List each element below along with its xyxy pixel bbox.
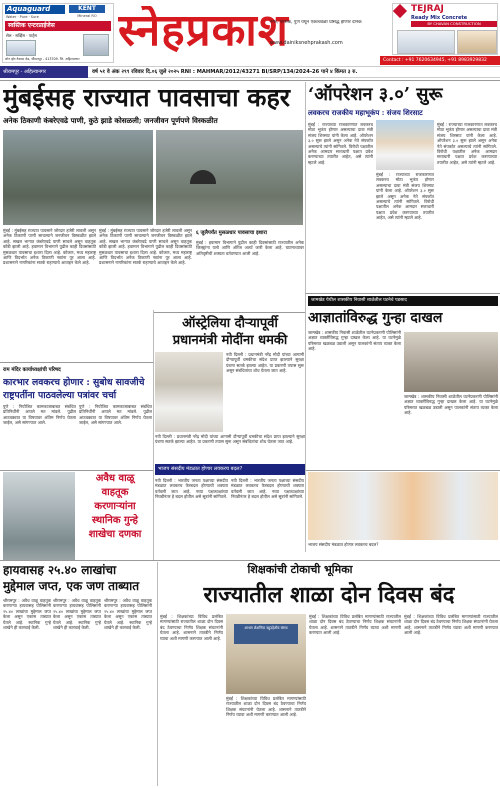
concrete-truck-image xyxy=(397,30,455,54)
website-link[interactable]: www.dainiksnehprakash.com xyxy=(270,40,343,46)
ram-mandir-kicker: राम मंदिर कार्याध्यक्षांची परिषद xyxy=(3,367,61,373)
jamkhed-body-right: जामखेड : शासकीय निवासी शाळेतील घटनेप्रकरणी पोलिसांनी अज्ञात व्यक्तींविरुद्ध गुन्हा दाखल केला आहे. या घटनेमुळे परिसरात खळबळ उडाली असून पालकांनी संताप व्यक्त केला आहे. xyxy=(404,394,498,416)
ram-mandir-body: पुणे : नियोजित कामकाजाबाबत संबंधित प्रतिनिधींनी आपले मत मांडले. पुढील आठवड्यात या विषयावर अंतिम निर्णय घेतला जाईल, असे सांगण्यात आले. xyxy=(3,404,76,426)
highway-body-3: श्रीरामपूर : अवैध वाळू वाहतूक करणाऱ्या हायवासह पोलिसांनी २५.४० लाखांचा मुद्देमाल जप्त केला असून एकास ताब्यात घेतले आहे. स्थानिक गुन्हे शाखेने ही कारवाई केली. xyxy=(104,598,152,631)
ad-product-image xyxy=(83,34,109,56)
rain-photo-flooded-street xyxy=(3,130,153,225)
weather-alert-kicker[interactable]: ६ जुलैपर्यंत मुसळधार पावसाचा इशारा xyxy=(196,230,267,236)
schools-body-far-right: मुंबई : शिक्षकांच्या विविध प्रलंबित मागण्यांसाठी राज्यातील शाळा दोन दिवस बंद ठेवण्याचा निर्णय शिक्षक संघटनांनी घेतला आहे. शासनाने तातडीने निर्णय घ्यावा अशी मागणी करण्यात आली आहे. xyxy=(404,614,498,636)
ram-mandir-headline-2[interactable]: राष्ट्रपतींना पाठवलेल्या पत्रांवर चर्चा xyxy=(3,390,117,401)
tejraj-company: BY CHAVAN CONSTRUCTION xyxy=(411,21,497,27)
divider xyxy=(154,312,305,313)
ad-shop-name: स्वस्तिक एन्टरप्राईजेस xyxy=(5,21,111,31)
lead-body-continued: मुंबई : मुंबईसह राज्यात पावसाने जोरदार हजेरी लावली असून अनेक ठिकाणी पाणी साचल्याने जनजीवन विस्कळीत झाले आहे. सखल भागात कंबरेएवढे पाणी साचले असून वाहतूक कोंडी झाली आहे. हवामान विभागाने पुढील काही दिवसांसाठी मुसळधार पावसाचा इशारा दिला आहे. कोकण, मध्य महाराष्ट्र आणि विदर्भात अनेक ठिकाणी नद्यांना पूर आला आहे. प्रशासनाने नागरिकांना सतर्क राहण्याचे आवाहन केले आहे. xyxy=(99,228,192,266)
operation-body-right: मुंबई : राज्याच्या राजकारणात लवकरच मोठा भूकंप होणार असल्याचा दावा मंत्री संजय शिरसाट यांनी केला आहे. ऑपरेशन ३.० सुरू झाले असून अनेक नेते संपर्कात असल्याचे त्यांनी सांगितले. विरोधी पक्षातील अनेक आमदार सत्ताधारी पक्षात प्रवेश करण्याच्या तयारीत आहेत, असे त्यांनी म्हटले आहे. xyxy=(437,122,497,165)
school-signboard: आश्रम शैक्षणिक बहुउद्देशीय संस्था xyxy=(234,624,298,644)
divider xyxy=(306,470,500,471)
schools-body-mid: मुंबई : शिक्षकांच्या विविध प्रलंबित मागण्यांसाठी राज्यातील शाळा दोन दिवस बंद ठेवण्याचा निर्णय शिक्षक संघटनांनी घेतला आहे. शासनाने तातडीने निर्णय घ्यावा अशी मागणी करण्यात आली आहे. xyxy=(226,696,306,718)
jamkhed-headline[interactable]: आज्ञातांविरुद्ध गुन्हा दाखल xyxy=(308,310,443,326)
tejraj-logo xyxy=(393,4,407,18)
sand-headline-4[interactable]: स्थानिक गुन्हे xyxy=(92,515,138,526)
highway-body-2: श्रीरामपूर : अवैध वाळू वाहतूक करणाऱ्या हायवासह पोलिसांनी २५.४० लाखांचा मुद्देमाल जप्त केला असून एकास ताब्यात घेतले आहे. स्थानिक गुन्हे शाखेने ही कारवाई केली. xyxy=(53,598,101,631)
masthead-tagline: नगर, नाशिक, पुणे येथून एकाचवेळी प्रसिद्ध होणारे दैनिक xyxy=(270,20,362,25)
left-ad[interactable] xyxy=(2,3,114,63)
ad-product-image xyxy=(6,40,36,56)
sand-seizure-photo xyxy=(3,472,75,560)
operation-body: मुंबई : राज्याच्या राजकारणात लवकरच मोठा भूकंप होणार असल्याचा दावा मंत्री संजय शिरसाट यांनी केला आहे. ऑपरेशन ३.० सुरू झाले असून अनेक नेते संपर्कात असल्याचे त्यांनी सांगितले. विरोधी पक्षातील अनेक आमदार सत्ताधारी पक्षात प्रवेश करण्याच्या तयारीत आहेत, असे त्यांनी म्हटले आहे. xyxy=(308,122,373,165)
highway-body: श्रीरामपूर : अवैध वाळू वाहतूक करणाऱ्या हायवासह पोलिसांनी २५.४० लाखांचा मुद्देमाल जप्त केला असून एकास ताब्यात घेतले आहे. स्थानिक गुन्हे शाखेने ही कारवाई केली. xyxy=(3,598,51,631)
sand-headline-3[interactable]: करणाऱ्यांना xyxy=(94,501,136,512)
divider xyxy=(0,362,153,363)
sand-headline-1[interactable]: अवैध वाळू xyxy=(95,473,135,484)
operation-subhead: लवकरच राजकीय महाभूकंप : संजय शिरसाट xyxy=(308,108,423,117)
schools-body-right: मुंबई : शिक्षकांच्या विविध प्रलंबित मागण्यांसाठी राज्यातील शाळा दोन दिवस बंद ठेवण्याचा निर्णय शिक्षक संघटनांनी घेतला आहे. शासनाने तातडीने निर्णय घ्यावा अशी मागणी करण्यात आली आहे. xyxy=(309,614,401,636)
accused-photo xyxy=(404,332,498,392)
highway-headline[interactable]: हायवासह २५.४० लाखांचा xyxy=(3,563,117,577)
aquaguard-logo: Aquaguard xyxy=(5,5,65,14)
bjp-kicker[interactable]: भाजप संसदीय मंडळात होणार लवकरच बदल? xyxy=(155,464,305,475)
sanjay-shirsat-photo xyxy=(376,120,434,170)
schools-kicker: शिक्षकांची टोकाची भूमिका xyxy=(247,563,353,576)
edition-label: श्रीरामपूर - अहिल्यानगर xyxy=(0,66,88,78)
divider xyxy=(306,293,500,294)
lead-headline[interactable]: मुंबईसह राज्यात पावसाचा कहर xyxy=(3,83,291,112)
modi-threat-body: नवी दिल्ली : प्रधानमंत्री नरेंद्र मोदी यांच्या आगामी दौऱ्यापूर्वी धमकीचा संदेश प्राप्त झाल्याने सुरक्षा यंत्रणा सतर्क झाल्या आहेत. या प्रकरणी तपास सुरू असून संबंधितांचा शोध घेतला जात आहे. xyxy=(226,352,304,374)
concrete-truck-image xyxy=(457,30,497,54)
modi-photo xyxy=(155,352,223,432)
kent-logo: KENT xyxy=(69,5,105,13)
ad-shop-tagline: सेल · सर्व्हिस · पार्ट्स xyxy=(6,33,37,38)
divider xyxy=(0,470,153,471)
kent-tagline: Mineral RO xyxy=(77,14,97,18)
weather-alert-body: मुंबई : हवामान विभागाने पुढील काही दिवसांसाठी राज्यातील अनेक जिल्ह्यांना यलो आणि ऑरेंज अलर्ट जारी केला आहे. घाटमाथ्यावर अतिवृष्टीची शक्यता वर्तवण्यात आली आहे. xyxy=(196,240,304,256)
sand-headline-2[interactable]: वाहतूक xyxy=(101,487,129,498)
sand-headline-5[interactable]: शाखेचा दणका xyxy=(88,529,142,540)
operation-body-lower: मुंबई : राज्याच्या राजकारणात लवकरच मोठा भूकंप होणार असल्याचा दावा मंत्री संजय शिरसाट यांनी केला आहे. ऑपरेशन ३.० सुरू झाले असून अनेक नेते संपर्कात असल्याचे त्यांनी सांगितले. विरोधी पक्षातील अनेक आमदार सत्ताधारी पक्षात प्रवेश करण्याच्या तयारीत आहेत, असे त्यांनी म्हटले आहे. xyxy=(376,172,434,221)
divider xyxy=(0,560,500,561)
tejraj-brand: TEJRAJ xyxy=(411,4,444,14)
bjp-body: नवी दिल्ली : भारतीय जनता पक्षाच्या संसदीय मंडळात लवकरच फेरबदल होण्याची शक्यता वर्तवली जात आहे. नव्या पक्षाध्यक्षांच्या निवडीनंतर हे बदल होतील असे सूत्रांनी सांगितले. xyxy=(155,478,228,500)
schools-body: मुंबई : शिक्षकांच्या विविध प्रलंबित मागण्यांसाठी राज्यातील शाळा दोन दिवस बंद ठेवण्याचा निर्णय शिक्षक संघटनांनी घेतला आहे. शासनाने तातडीने निर्णय घ्यावा अशी मागणी करण्यात आली आहे. xyxy=(160,614,223,641)
bjp-leaders-photo xyxy=(308,472,498,540)
divider xyxy=(0,80,500,81)
right-ad[interactable] xyxy=(392,3,498,55)
lead-body: मुंबई : मुंबईसह राज्यात पावसाने जोरदार हजेरी लावली असून अनेक ठिकाणी पाणी साचल्याने जनजीवन विस्कळीत झाले आहे. सखल भागात कंबरेएवढे पाणी साचले असून वाहतूक कोंडी झाली आहे. हवामान विभागाने पुढील काही दिवसांसाठी मुसळधार पावसाचा इशारा दिला आहे. कोकण, मध्य महाराष्ट्र आणि विदर्भात अनेक ठिकाणी नद्यांना पूर आला आहे. प्रशासनाने नागरिकांना सतर्क राहण्याचे आवाहन केले आहे. xyxy=(3,228,96,266)
divider xyxy=(305,82,306,552)
divider xyxy=(157,562,158,786)
issue-line: वर्ष ५१ वे अंक २९९ रविवार दि.०६ जुले २०२५ RNI : MAHMAR/2012/43271 BI/SRP/134/2024-26 पाने ४ किंमत ३ रु. xyxy=(92,69,358,75)
jamkhed-kicker: जामखेड येथील शासकीय निवासी शाळेतील घटनेचे पडसाद xyxy=(308,296,498,306)
bjp-caption: भाजप संसदीय मंडळात होणार लवकरच बदल? xyxy=(308,542,379,547)
jamkhed-body: जामखेड : शासकीय निवासी शाळेतील घटनेप्रकरणी पोलिसांनी अज्ञात व्यक्तींविरुद्ध गुन्हा दाखल केला आहे. या घटनेमुळे परिसरात खळबळ उडाली असून पालकांनी संताप व्यक्त केला आहे. xyxy=(308,330,401,352)
ad-address: लोन व्हॅन नेवासा रोड, श्रीरामपूर - 413709. जि. अहिल्यानगर xyxy=(5,57,80,61)
modi-threat-headline[interactable]: ऑस्ट्रेलिया दौऱ्यापूर्वी xyxy=(182,316,278,331)
ram-mandir-headline[interactable]: कारभार लवकरच होणार : सुबोध सावजीचे xyxy=(3,377,145,388)
newspaper-title: स्नेहप्रकाश xyxy=(118,6,289,56)
operation-headline[interactable]: ‘ऑपरेशन ३.०’ सुरू xyxy=(308,84,443,105)
modi-threat-headline-2[interactable]: प्रधानमंत्री मोदींना धमकी xyxy=(172,333,288,348)
modi-threat-body-lower: नवी दिल्ली : प्रधानमंत्री नरेंद्र मोदी यांच्या आगामी दौऱ्यापूर्वी धमकीचा संदेश प्राप्त झाल्याने सुरक्षा यंत्रणा सतर्क झाल्या आहेत. या प्रकरणी तपास सुरू असून संबंधितांचा शोध घेतला जात आहे. xyxy=(155,434,305,445)
aquaguard-tagline: Water · Pure · Sure xyxy=(6,15,39,19)
bjp-body-right: नवी दिल्ली : भारतीय जनता पक्षाच्या संसदीय मंडळात लवकरच फेरबदल होण्याची शक्यता वर्तवली जात आहे. नव्या पक्षाध्यक्षांच्या निवडीनंतर हे बदल होतील असे सूत्रांनी सांगितले. xyxy=(231,478,304,500)
schools-headline[interactable]: राज्यातील शाळा दोन दिवस बंद xyxy=(203,582,455,608)
lead-subhead: अनेक ठिकाणी कंबरेएवढे पाणी, कुठे झाडे कोसळली; जनजीवन पूर्णपणे विस्कळीत xyxy=(3,116,218,125)
contact-bar: Contact : +91 7620634945, +91 8983929832 xyxy=(380,56,500,65)
masthead xyxy=(0,0,500,66)
divider xyxy=(153,310,154,560)
highway-headline-2[interactable]: मुद्देमाल जप्त, एक जण ताब्यात xyxy=(3,579,140,593)
tejraj-product: Ready Mix Concrete xyxy=(411,15,468,21)
rain-photo-umbrella xyxy=(156,130,303,225)
ram-mandir-body-right: पुणे : नियोजित कामकाजाबाबत संबंधित प्रतिनिधींनी आपले मत मांडले. पुढील आठवड्यात या विषयावर अंतिम निर्णय घेतला जाईल, असे सांगण्यात आले. xyxy=(79,404,152,426)
